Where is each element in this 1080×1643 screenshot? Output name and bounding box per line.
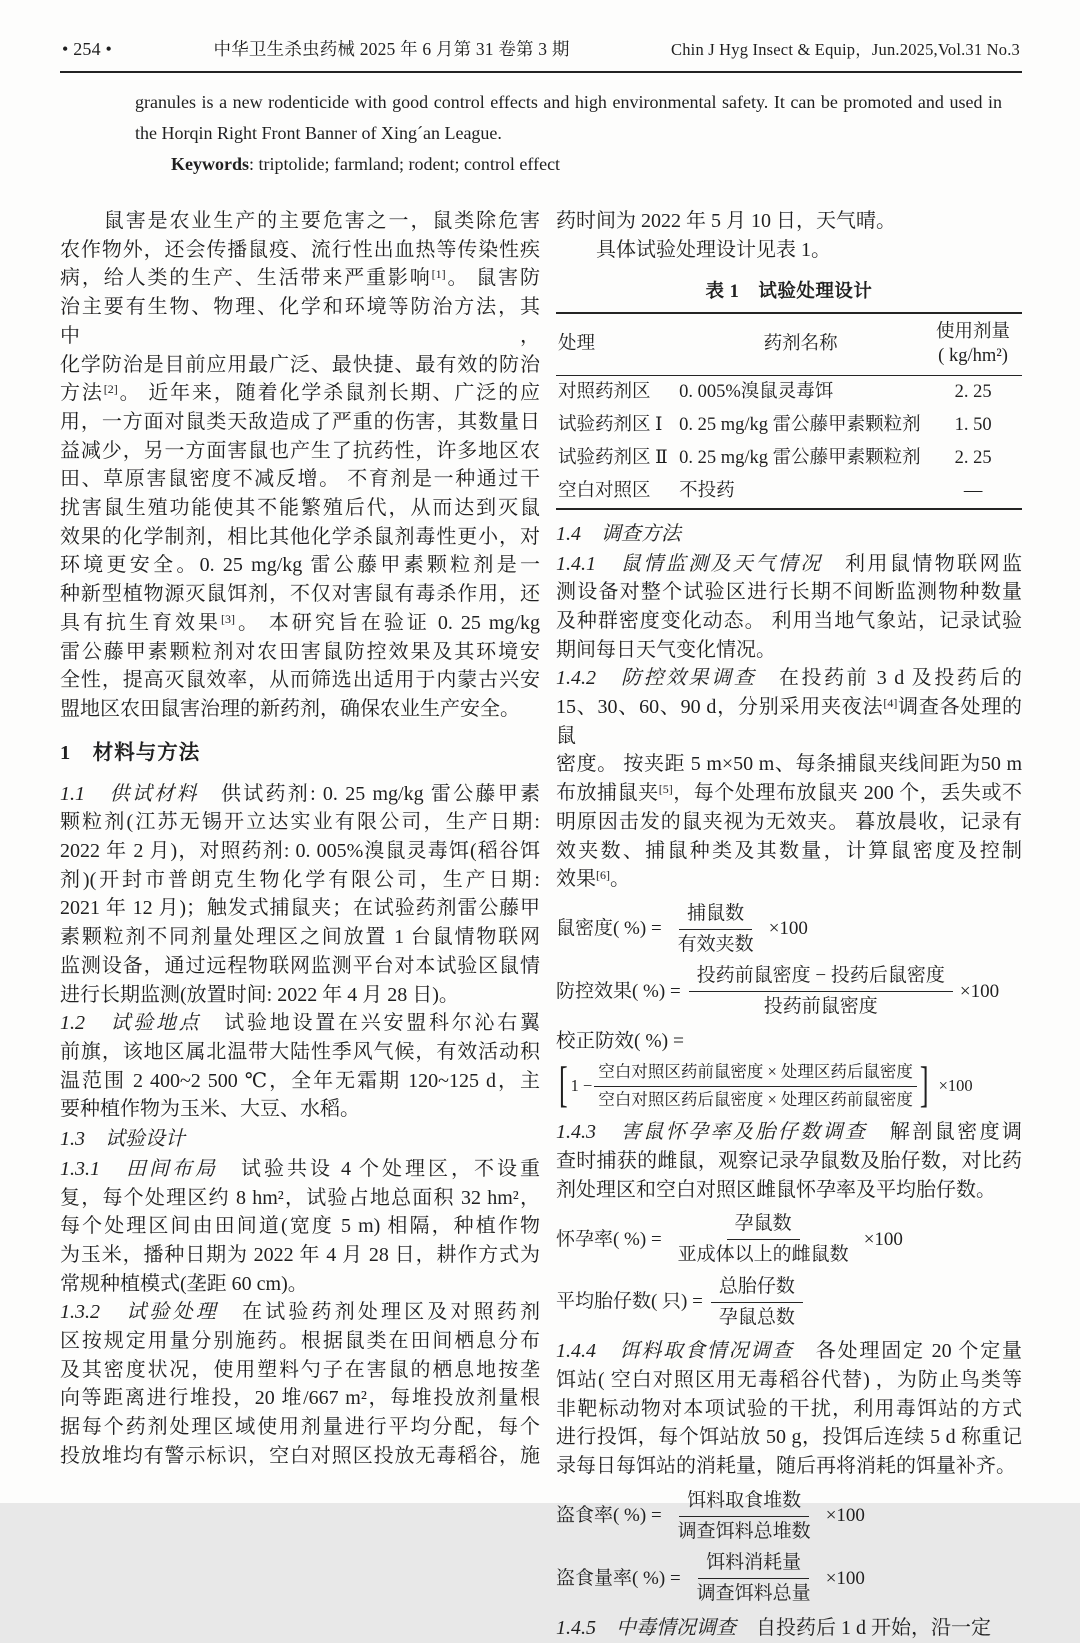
text-line: 为玉米，播种日期为 2022 年 4 月 28 日，耕作方式为 <box>60 1243 540 1266</box>
paragraph <box>556 1614 1022 1643</box>
table-cell: 2. 25 <box>954 448 992 469</box>
formula-lhs: 盗食量率( %) = <box>555 1567 681 1589</box>
paragraph <box>60 1298 540 1470</box>
right-column <box>556 207 1022 1643</box>
text-line: 投放堆均有警示标识，空白对照区投放无毒稻谷，施 <box>60 1444 540 1467</box>
table-cell: 2. 25 <box>954 382 992 403</box>
formula-lhs: 防控效果( %) = <box>555 980 681 1002</box>
running-head <box>60 34 1022 71</box>
fraction <box>670 1489 819 1544</box>
text-line: 1.4.1 鼠情监测及天气情况 利用鼠情物联网监 <box>555 552 1023 575</box>
table-row <box>556 442 1022 475</box>
journal-title-en: Chin J Hyg Insect & Equip，Jun.2025,Vol.31 No.3 <box>671 40 1020 59</box>
formula-lhs: 平均胎仔数( 只) = <box>555 1291 703 1313</box>
keywords-line <box>135 149 1002 180</box>
table-header-row <box>556 313 1022 375</box>
header-rule <box>60 71 1022 73</box>
text-line: 鼠害是农业生产的主要危害之一，鼠类除危害 <box>60 210 540 232</box>
fraction-numerator: 孕鼠数 <box>727 1212 800 1240</box>
formula <box>556 902 1022 957</box>
formula-lhs: 鼠密度( %) = <box>555 918 662 940</box>
table-header-cell: 药剂名称 <box>677 313 924 375</box>
text-line: 1.3.1 田间布局 试验共设 4 个处理区，不设重 <box>60 1157 540 1180</box>
text-line: 密度。 按夹距 5 m×50 m、每条捕鼠夹线间距为50 m <box>555 753 1022 776</box>
formula-suffix: ×100 <box>863 1228 903 1250</box>
text-line: 要种植作物为玉米、大豆、水稻。 <box>60 1098 360 1121</box>
text-line: 复，每个处理区约 8 hm²，试验占地总面积 32 hm²， <box>60 1186 540 1209</box>
text-line: 1.1 供试材料 供试药剂: 0. 25 mg/kg 雷公藤甲素 <box>60 782 540 805</box>
text-line: 剂)(开封市普朗克生物化学有限公司，生产日期: <box>60 868 540 891</box>
formula-intro: 校正防效( %) = <box>555 1030 684 1052</box>
journal-title-cn: 中华卫生杀虫药械 2025 年 6 月第 31 卷第 3 期 <box>213 39 570 59</box>
paragraph <box>60 1155 540 1299</box>
text-line: 盟地区农田鼠害治理的新药剂，确保农业生产安全。 <box>60 697 520 720</box>
fraction-numerator: 空白对照区药前鼠密度 × 处理区药后鼠密度 <box>594 1062 917 1087</box>
text-line: 饵站( 空白对照区用无毒稻谷代替) ，为防止鸟类等 <box>555 1369 1022 1392</box>
fraction-denominator: 亚成体以上的雌鼠数 <box>677 1244 849 1266</box>
text-line: 效夹数、捕鼠种类及其数量，计算鼠密度及控制 <box>555 839 1022 862</box>
run-in-heading: 1.4.2 防控效果调查 <box>555 667 757 690</box>
subsection-heading: 1.3 试验设计 <box>60 1128 185 1151</box>
fraction-denominator: 投药前鼠密度 <box>763 996 878 1018</box>
table-header-cell: 使用剂量 ( kg/hm²) <box>924 313 1022 375</box>
formula-lhs: 盗食率( %) = <box>555 1505 662 1527</box>
text-line: 扰害鼠生殖功能使其不能繁殖后代，从而达到灭鼠 <box>60 497 540 520</box>
table-row <box>556 375 1022 409</box>
fraction-denominator: 孕鼠总数 <box>718 1306 795 1328</box>
table-cell: 试验药剂区 Ⅱ <box>557 448 668 469</box>
text-line: 监测设备，通过远程物联网监测平台对本试验区鼠情 <box>60 954 540 977</box>
run-in-heading: 1.3.1 田间布局 <box>60 1157 218 1180</box>
text-line: 及其密度状况，使用塑料勺子在害鼠的栖息地按垄 <box>60 1358 540 1381</box>
paragraph <box>60 207 540 724</box>
table-cell: 空白对照区 <box>557 481 651 502</box>
paragraph <box>556 664 1022 894</box>
table-row <box>556 313 1022 375</box>
fraction-denominator: 空白对照区药后鼠密度 × 处理区药前鼠密度 <box>598 1089 913 1109</box>
fraction <box>594 1062 917 1110</box>
formula <box>556 1551 1022 1606</box>
fraction <box>689 1551 819 1606</box>
fraction-numerator: 投药前鼠密度 − 投药后鼠密度 <box>689 964 953 992</box>
fraction-numerator: 捕鼠数 <box>679 902 752 930</box>
formula-lead: 1 − <box>570 1075 593 1095</box>
table-cell: 试验药剂区 Ⅰ <box>557 415 663 436</box>
fraction-denominator: 有效夹数 <box>677 933 754 955</box>
text-line: 田、草原害鼠密度不减反增。 不育剂是一种通过干 <box>60 468 540 491</box>
text-line: 查时捕获的雌鼠，观察记录孕鼠数及胎仔数，对比药 <box>555 1149 1022 1172</box>
formula-suffix: ×100 <box>825 1505 865 1527</box>
formula <box>556 1057 1022 1113</box>
text-line: 1.4.5 中毒情况调查 自投药后 1 d 开始，沿一定 <box>555 1616 991 1639</box>
formula-suffix: ×100 <box>768 918 808 940</box>
table-caption: 表 1 试验处理设计 <box>705 282 873 303</box>
text-line: 进行投饵，每个饵站放 50 g，投饵后连续 5 d 称重记 <box>555 1426 1022 1449</box>
paragraph <box>556 1118 1022 1204</box>
text-line: 用，一方面对鼠类天敌造成了严重的伤害，其数量日 <box>60 410 540 433</box>
table-cell: 不投药 <box>679 481 735 502</box>
text-line: 期间每日天气变化情况。 <box>555 638 776 661</box>
abstract-line: the Horqin Right Front Banner of Xing´an League. <box>135 123 502 143</box>
text-line: 常规种植模式(垄距 60 cm)。 <box>60 1272 308 1295</box>
body-columns <box>60 207 1022 1643</box>
text-line: 具有抗生育效果[3]。 本研究旨在验证 0. 25 mg/kg <box>60 611 540 634</box>
section-heading: 1 材料与方法 <box>60 741 201 764</box>
text-line: 1.4.4 饵料取食情况调查 各处理固定 20 个定量 <box>555 1340 1022 1363</box>
text-line: 化学防治是目前应用最广泛、最快捷、最有效的防治 <box>60 353 540 376</box>
run-in-heading: 1.4.5 中毒情况调查 <box>555 1616 736 1639</box>
text-line: 治主要有生物、物理、化学和环境等防治方法，其中， <box>60 296 540 347</box>
text-line: 益减少，另一方面害鼠也产生了抗药性，许多地区农 <box>60 439 540 462</box>
text-line: 2022 年 2 月)，对照药剂: 0. 005%溴鼠灵毒饵(稻谷饵 <box>60 840 540 863</box>
fraction <box>689 964 953 1019</box>
text-line: 种新型植物源灭鼠饵剂，不仅对害鼠有毒杀作用，还 <box>60 583 540 606</box>
text-line: 效果[6]。 <box>555 868 630 891</box>
formula <box>556 1212 1022 1267</box>
run-in-heading: 1.4.1 鼠情监测及天气情况 <box>555 552 823 575</box>
text-line: 1.2 试验地点 试验地设置在兴安盟科尔沁右翼 <box>60 1012 540 1035</box>
text-line: 剂处理区和空白对照区雌鼠怀孕率及平均胎仔数。 <box>555 1178 996 1201</box>
text-line: 区按规定用量分别施药。根据鼠类在田间栖息分布 <box>60 1330 540 1353</box>
formula <box>556 1489 1022 1544</box>
table-header-cell: 处理 <box>556 313 677 375</box>
text-line: 进行长期监测(放置时间: 2022 年 4 月 28 日)。 <box>60 983 459 1006</box>
text-line: 病，给人类的生产、生活带来严重影响[1]。 鼠害防 <box>60 267 540 290</box>
fraction-numerator: 饵料取食堆数 <box>679 1489 809 1517</box>
fraction-numerator: 饵料消耗量 <box>698 1551 809 1579</box>
table-cell: 对照药剂区 <box>557 382 651 403</box>
text-line: 方法[2]。 近年来，随着化学杀鼠剂长期、广泛的应 <box>60 382 540 405</box>
text-line: 全性，提高灭鼠效率，从而筛选出适用于内蒙古兴安 <box>60 669 540 692</box>
table-cell: — <box>963 481 983 502</box>
text-line: 1.3.2 试验处理 在试验药剂处理区及对照药剂 <box>60 1301 540 1324</box>
table-cell: 0. 25 mg/kg 雷公藤甲素颗粒剂 <box>679 415 921 436</box>
text-line: 向等距离进行堆投，20 堆/667 m²，每堆投放剂量根 <box>60 1387 540 1410</box>
text-line: 药时间为 2022 年 5 月 10 日，天气晴。 <box>555 210 896 232</box>
page-number: • 254 • <box>62 39 113 59</box>
text-line: 具体试验处理设计见表 1。 <box>555 238 831 261</box>
paragraph <box>556 1337 1022 1481</box>
text-line: 及种群密度变化动态。 利用当地气象站，记录试验 <box>555 609 1022 632</box>
table-cell: 1. 50 <box>954 415 992 436</box>
formula-suffix: ×100 <box>938 1075 973 1095</box>
paragraph <box>556 207 1022 264</box>
text-line: 农作物外，还会传播鼠疫、流行性出血热等传染性疾 <box>60 238 540 261</box>
paragraph <box>60 1009 540 1124</box>
text-line: 1.4.2 防控效果调查 在投药前 3 d 及投药后的 <box>555 667 1023 690</box>
abstract-line: granules is a new rodenticide with good control effects and high environmental safety. It can be promoted and used in <box>135 92 1002 112</box>
keywords-label: Keywords <box>171 154 249 174</box>
formula <box>556 964 1022 1019</box>
run-in-heading: 1.2 试验地点 <box>60 1012 202 1035</box>
fraction-denominator: 调查饵料总堆数 <box>677 1520 811 1542</box>
text-line: 素颗粒剂不同剂量处理区之间放置 1 台鼠情物联网 <box>60 926 540 949</box>
text-line: 环境更安全。0. 25 mg/kg 雷公藤甲素颗粒剂是一 <box>60 554 540 577</box>
text-line: 布放捕鼠夹[5]，每个处理布放鼠夹 200 个，丢失或不 <box>555 782 1022 805</box>
fraction <box>670 1212 857 1267</box>
left-column <box>60 207 540 1643</box>
paragraph <box>60 780 540 1010</box>
text-line: 2021 年 12 月)；触发式捕鼠夹；在试验药剂雷公藤甲 <box>60 897 540 920</box>
text-line: 效果的化学制剂，相比其他化学杀鼠剂毒性更小，对 <box>60 525 540 548</box>
fraction-numerator: 总胎仔数 <box>711 1275 803 1303</box>
fraction <box>670 902 762 957</box>
table-row <box>556 409 1022 442</box>
text-line: 明原因击发的鼠夹视为无效夹。 暮放晨收，记录有 <box>555 810 1022 833</box>
formula <box>556 1275 1022 1330</box>
right-bracket: ] <box>919 1057 929 1113</box>
fraction-denominator: 调查饵料总量 <box>696 1583 811 1605</box>
treatment-design-table <box>556 312 1022 509</box>
text-line: 前旗，该地区属北温带大陆性季风气候，有效活动积 <box>60 1040 540 1063</box>
text-line: 非靶标动物对本项试验的干扰，利用毒饵站的方式 <box>555 1397 1022 1420</box>
run-in-heading: 1.4.4 饵料取食情况调查 <box>555 1340 794 1363</box>
run-in-heading: 1.4.3 害鼠怀孕率及胎仔数调查 <box>555 1121 868 1144</box>
table-row <box>556 475 1022 509</box>
text-line: 温范围 2 400~2 500 ℃，全年无霜期 120~125 d，主 <box>60 1069 540 1092</box>
text-line: 颗粒剂(江苏无锡开立达实业有限公司，生产日期: <box>60 811 540 834</box>
table-body <box>556 375 1022 509</box>
left-bracket: [ <box>558 1057 568 1113</box>
subsection-heading: 1.4 调查方法 <box>555 522 681 545</box>
text-line: 测设备对整个试验区进行长期不间断监测物种数量 <box>555 581 1022 604</box>
run-in-heading: 1.1 供试材料 <box>60 782 199 805</box>
paragraph <box>556 550 1022 665</box>
formula-suffix: ×100 <box>825 1567 865 1589</box>
text-line: 每个处理区间由田间道(宽度 5 m) 相隔，种植作物 <box>60 1215 540 1238</box>
text-line: 1.4.3 害鼠怀孕率及胎仔数调查 解剖鼠密度调 <box>555 1121 1023 1144</box>
english-abstract <box>135 87 1002 180</box>
keywords-text: : triptolide; farmland; rodent; control effect <box>249 154 561 174</box>
formula-suffix: ×100 <box>959 980 1000 1002</box>
text-line: 15、30、60、90 d，分别采用夹夜法[4]调查各处理的鼠 <box>555 696 1023 747</box>
text-line: 录每日每饵站的消耗量，随后再将消耗的饵量补齐。 <box>555 1455 1016 1478</box>
table-cell: 0. 25 mg/kg 雷公藤甲素颗粒剂 <box>679 448 921 469</box>
table-cell: 0. 005%溴鼠灵毒饵 <box>679 382 834 403</box>
run-in-heading: 1.3.2 试验处理 <box>60 1301 219 1324</box>
text-line: 据每个药剂处理区域使用剂量进行平均分配，每个 <box>60 1416 540 1439</box>
formula-lhs: 怀孕率( %) = <box>555 1228 662 1250</box>
text-line: 雷公藤甲素颗粒剂对农田害鼠防控效果及其环境安 <box>60 640 540 663</box>
fraction <box>711 1275 803 1330</box>
